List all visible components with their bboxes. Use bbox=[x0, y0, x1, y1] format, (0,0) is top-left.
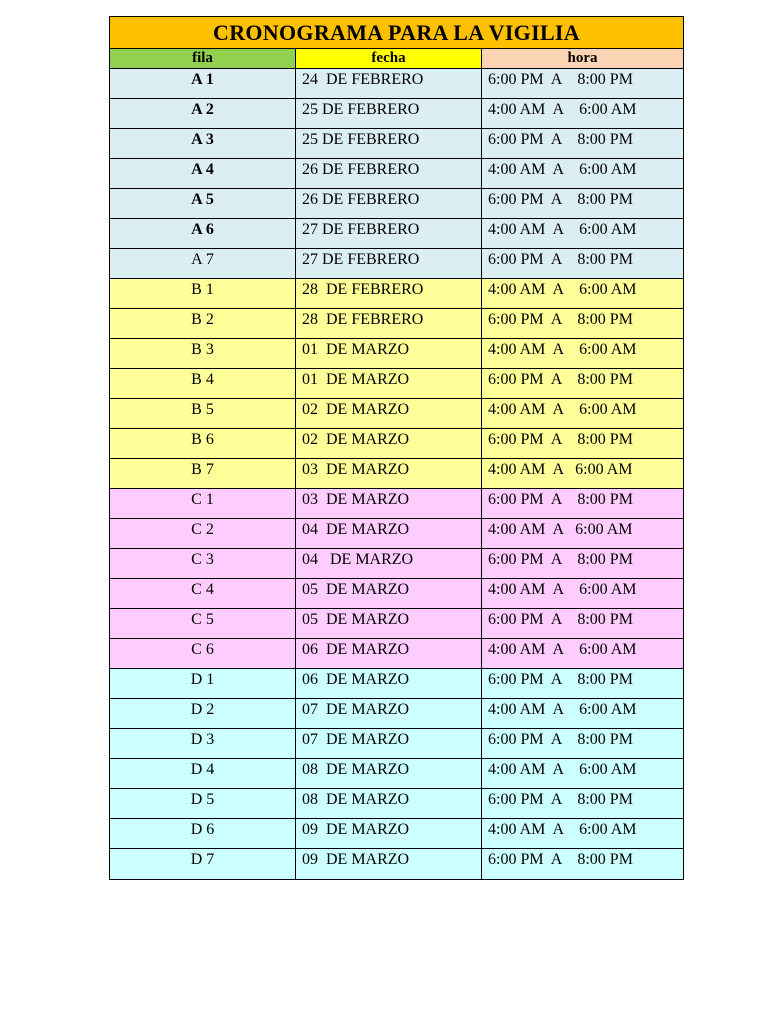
table-row bbox=[110, 609, 683, 639]
fecha-cell: 25 DE FEBRERO bbox=[296, 99, 482, 128]
table-row bbox=[110, 189, 683, 219]
hora-cell: 6:00 PM A 8:00 PM bbox=[488, 851, 633, 868]
table-row bbox=[110, 339, 683, 369]
fila-cell: B 2 bbox=[110, 309, 296, 338]
table-row bbox=[110, 819, 683, 849]
fecha-cell: 03 DE MARZO bbox=[296, 489, 482, 518]
fila-cell: A 1 bbox=[110, 69, 296, 98]
fila-cell: C 6 bbox=[110, 639, 296, 668]
hora-cell: 4:00 AM A 6:00 AM bbox=[488, 701, 637, 718]
fecha-cell: 27 DE FEBRERO bbox=[296, 219, 482, 248]
fecha-cell: 06 DE MARZO bbox=[296, 669, 482, 698]
fecha-cell: 01 DE MARZO bbox=[296, 369, 482, 398]
fila-cell: C 2 bbox=[110, 519, 296, 548]
table-row bbox=[110, 399, 683, 429]
fecha-cell: 28 DE FEBRERO bbox=[296, 279, 482, 308]
fecha-cell: 04 DE MARZO bbox=[296, 519, 482, 548]
hora-cell: 6:00 PM A 8:00 PM bbox=[488, 371, 633, 388]
hora-cell: 6:00 PM A 8:00 PM bbox=[488, 791, 633, 808]
table-row bbox=[110, 249, 683, 279]
fecha-cell: 01 DE MARZO bbox=[296, 339, 482, 368]
hora-cell: 6:00 PM A 8:00 PM bbox=[488, 131, 633, 148]
fila-cell: B 5 bbox=[110, 399, 296, 428]
fecha-cell: 25 DE FEBRERO bbox=[296, 129, 482, 158]
schedule-table bbox=[109, 16, 684, 880]
fila-cell: D 3 bbox=[110, 729, 296, 758]
fecha-cell: 28 DE FEBRERO bbox=[296, 309, 482, 338]
hora-cell: 4:00 AM A 6:00 AM bbox=[488, 281, 637, 298]
hora-cell: 6:00 PM A 8:00 PM bbox=[488, 611, 633, 628]
fila-cell: D 4 bbox=[110, 759, 296, 788]
table-row bbox=[110, 69, 683, 99]
fecha-cell: 24 DE FEBRERO bbox=[296, 69, 482, 98]
hora-cell: 6:00 PM A 8:00 PM bbox=[488, 431, 633, 448]
table-row bbox=[110, 219, 683, 249]
table-row bbox=[110, 729, 683, 759]
table-row bbox=[110, 519, 683, 549]
fila-cell: B 7 bbox=[110, 459, 296, 488]
fecha-cell: 08 DE MARZO bbox=[296, 759, 482, 788]
table-body bbox=[110, 69, 683, 879]
fecha-cell: 02 DE MARZO bbox=[296, 429, 482, 458]
fecha-cell: 03 DE MARZO bbox=[296, 459, 482, 488]
fecha-cell: 08 DE MARZO bbox=[296, 789, 482, 818]
hora-cell: 6:00 PM A 8:00 PM bbox=[488, 71, 633, 88]
fila-cell: A 2 bbox=[110, 99, 296, 128]
table-row bbox=[110, 159, 683, 189]
fecha-cell: 07 DE MARZO bbox=[296, 729, 482, 758]
hora-cell: 4:00 AM A 6:00 AM bbox=[488, 821, 637, 838]
fila-cell: A 6 bbox=[110, 219, 296, 248]
fila-cell: A 7 bbox=[110, 249, 296, 278]
fecha-cell: 26 DE FEBRERO bbox=[296, 189, 482, 218]
fila-cell: C 3 bbox=[110, 549, 296, 578]
table-row bbox=[110, 849, 683, 879]
hora-cell: 4:00 AM A 6:00 AM bbox=[488, 641, 637, 658]
column-header-hora: hora bbox=[482, 49, 683, 68]
table-row bbox=[110, 489, 683, 519]
hora-cell: 6:00 PM A 8:00 PM bbox=[488, 311, 633, 328]
table-row bbox=[110, 789, 683, 819]
fila-cell: D 6 bbox=[110, 819, 296, 848]
hora-cell: 4:00 AM A 6:00 AM bbox=[488, 221, 637, 238]
table-row bbox=[110, 129, 683, 159]
hora-cell: 4:00 AM A 6:00 AM bbox=[488, 401, 637, 418]
fila-cell: C 4 bbox=[110, 579, 296, 608]
hora-cell: 6:00 PM A 8:00 PM bbox=[488, 191, 633, 208]
fila-cell: A 4 bbox=[110, 159, 296, 188]
fecha-cell: 26 DE FEBRERO bbox=[296, 159, 482, 188]
table-row bbox=[110, 309, 683, 339]
table-row bbox=[110, 369, 683, 399]
hora-cell: 6:00 PM A 8:00 PM bbox=[488, 251, 633, 268]
fecha-cell: 04 DE MARZO bbox=[296, 549, 482, 578]
hora-cell: 6:00 PM A 8:00 PM bbox=[488, 731, 633, 748]
hora-cell: 6:00 PM A 8:00 PM bbox=[488, 491, 633, 508]
table-row bbox=[110, 549, 683, 579]
column-header-row bbox=[110, 49, 683, 69]
fecha-cell: 05 DE MARZO bbox=[296, 609, 482, 638]
table-row bbox=[110, 99, 683, 129]
fila-cell: B 4 bbox=[110, 369, 296, 398]
column-header-fecha: fecha bbox=[296, 49, 482, 68]
table-row bbox=[110, 279, 683, 309]
hora-cell: 4:00 AM A 6:00 AM bbox=[488, 101, 637, 118]
fila-cell: D 5 bbox=[110, 789, 296, 818]
hora-cell: 4:00 AM A 6:00 AM bbox=[488, 521, 633, 538]
table-title: CRONOGRAMA PARA LA VIGILIA bbox=[110, 17, 683, 49]
fila-cell: A 5 bbox=[110, 189, 296, 218]
hora-cell: 4:00 AM A 6:00 AM bbox=[488, 581, 637, 598]
hora-cell: 4:00 AM A 6:00 AM bbox=[488, 461, 633, 478]
fila-cell: B 1 bbox=[110, 279, 296, 308]
hora-cell: 4:00 AM A 6:00 AM bbox=[488, 341, 637, 358]
fecha-cell: 07 DE MARZO bbox=[296, 699, 482, 728]
fila-cell: C 5 bbox=[110, 609, 296, 638]
fila-cell: B 6 bbox=[110, 429, 296, 458]
fila-cell: D 7 bbox=[110, 849, 296, 879]
fecha-cell: 06 DE MARZO bbox=[296, 639, 482, 668]
table-row bbox=[110, 579, 683, 609]
fecha-cell: 09 DE MARZO bbox=[296, 849, 482, 879]
table-row bbox=[110, 669, 683, 699]
table-row bbox=[110, 429, 683, 459]
fecha-cell: 27 DE FEBRERO bbox=[296, 249, 482, 278]
fecha-cell: 02 DE MARZO bbox=[296, 399, 482, 428]
table-row bbox=[110, 459, 683, 489]
hora-cell: 6:00 PM A 8:00 PM bbox=[488, 671, 633, 688]
fila-cell: C 1 bbox=[110, 489, 296, 518]
table-row bbox=[110, 639, 683, 669]
fila-cell: D 1 bbox=[110, 669, 296, 698]
fecha-cell: 09 DE MARZO bbox=[296, 819, 482, 848]
hora-cell: 6:00 PM A 8:00 PM bbox=[488, 551, 633, 568]
fila-cell: B 3 bbox=[110, 339, 296, 368]
table-row bbox=[110, 759, 683, 789]
fila-cell: A 3 bbox=[110, 129, 296, 158]
table-row bbox=[110, 699, 683, 729]
fila-cell: D 2 bbox=[110, 699, 296, 728]
hora-cell: 4:00 AM A 6:00 AM bbox=[488, 161, 637, 178]
fecha-cell: 05 DE MARZO bbox=[296, 579, 482, 608]
column-header-fila: fila bbox=[110, 49, 296, 68]
hora-cell: 4:00 AM A 6:00 AM bbox=[488, 761, 637, 778]
